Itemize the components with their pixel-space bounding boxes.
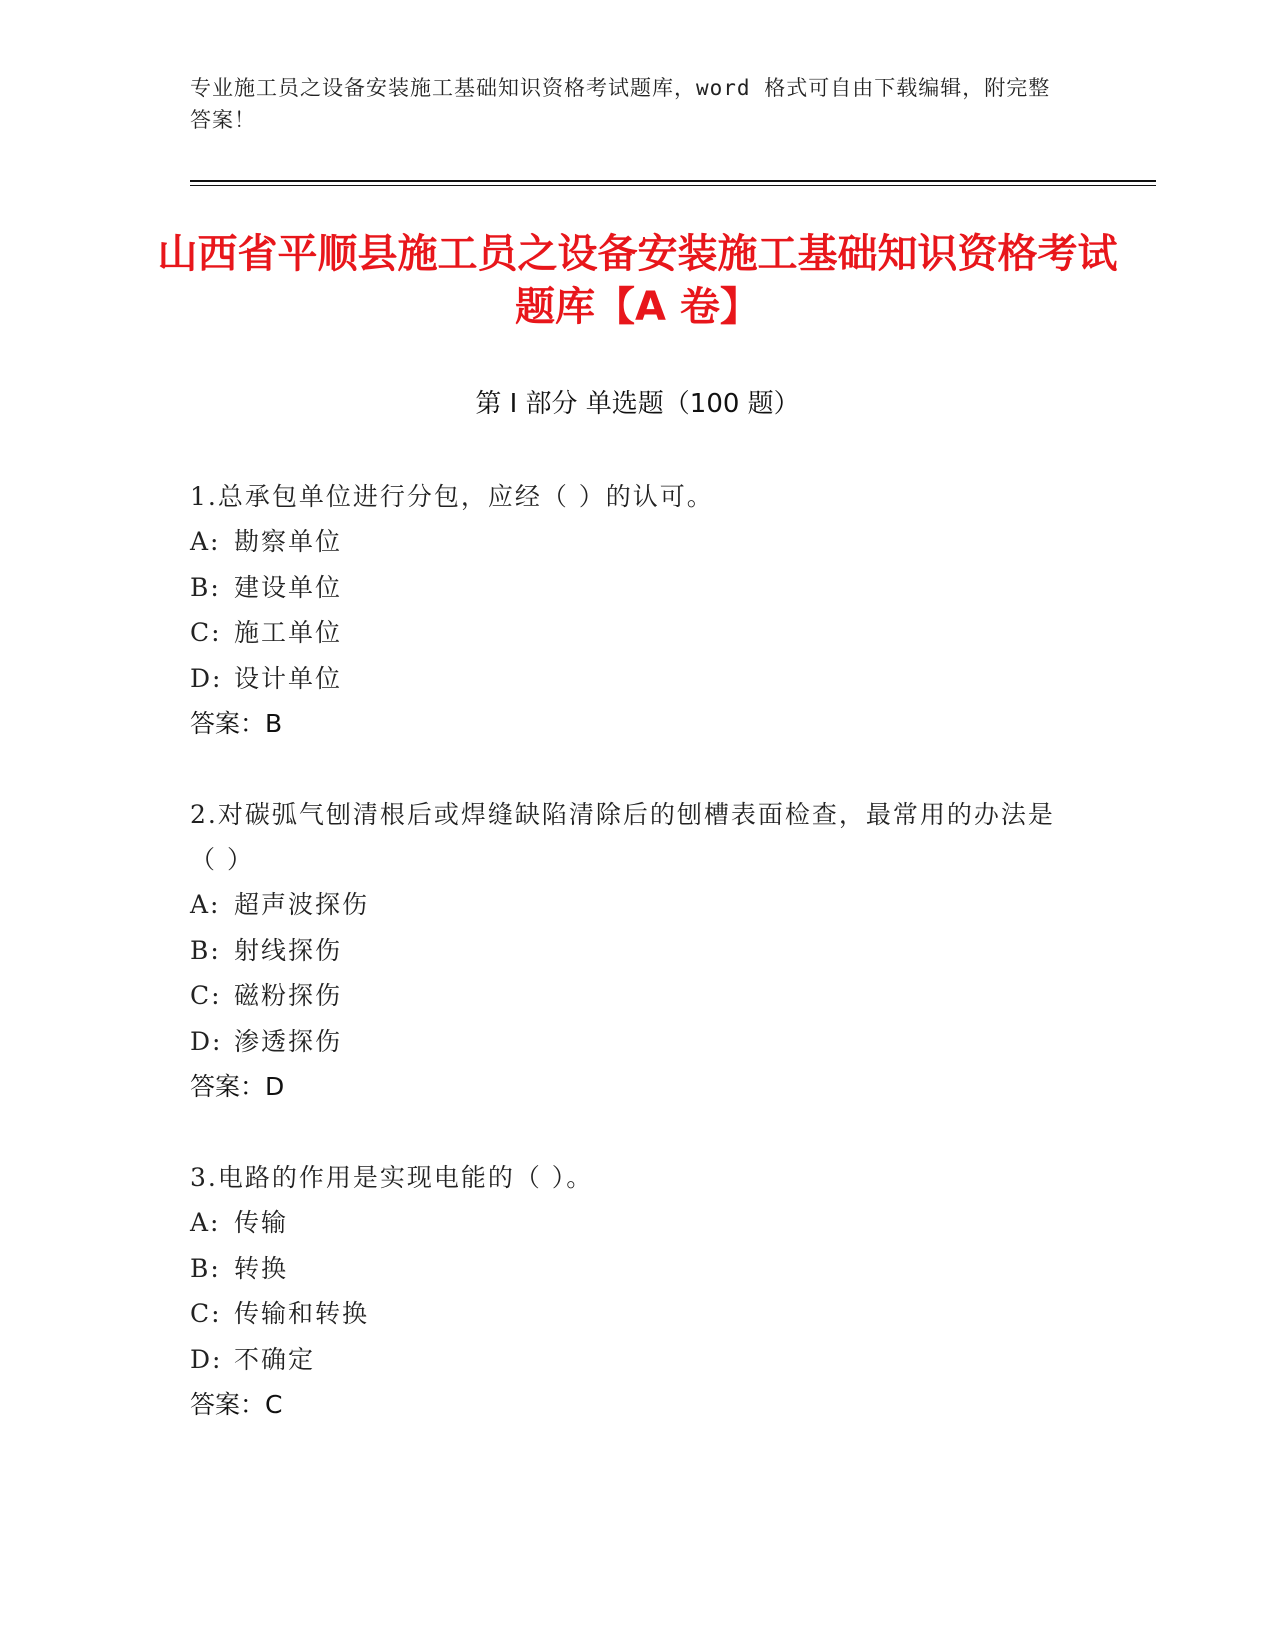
option-c [190, 610, 1070, 656]
header-rule-thin [190, 185, 1156, 186]
document-title: 山西省平顺县施工员之设备安装施工基础知识资格考试题库【A 卷】 [157, 231, 1118, 330]
option-text: 转换 [234, 1253, 289, 1283]
option-text: 传输 [234, 1208, 289, 1237]
option-c [190, 973, 1070, 1019]
question-text: 3.电路的作用是实现电能的（ ）。 [190, 1163, 594, 1192]
option-text: 磁粉探伤 [234, 981, 343, 1010]
option-text: 建设单位 [234, 572, 343, 602]
option-key: C: [190, 981, 222, 1010]
option-text: 施工单位 [234, 618, 343, 647]
option-text: 超声波探伤 [234, 890, 370, 919]
question-text: 2.对碳弧气刨清根后或焊缝缺陷清除后的刨槽表面检查，最常用的办法是（ ） [190, 800, 1055, 874]
option-key: A: [190, 1208, 221, 1237]
question-2 [190, 792, 1070, 1110]
option-a [190, 1200, 1070, 1246]
option-a [190, 882, 1070, 928]
option-key: A: [190, 527, 221, 556]
option-text: 传输和转换 [234, 1299, 370, 1328]
option-c [190, 1291, 1070, 1337]
section-title: 第 I 部分 单选题（100 题） [475, 389, 800, 419]
option-key: D: [190, 1026, 223, 1056]
option-key: C: [190, 618, 222, 647]
header-rule-thick [190, 180, 1156, 182]
answer: 答案：C [190, 1390, 283, 1419]
option-key: B: [190, 572, 221, 602]
question-3 [190, 1155, 1070, 1428]
option-text: 勘察单位 [234, 527, 343, 556]
option-key: B: [190, 935, 221, 965]
option-text: 射线探伤 [234, 935, 343, 965]
answer: 答案：B [190, 709, 283, 738]
option-text: 设计单位 [234, 663, 343, 693]
option-d [190, 1337, 1070, 1383]
option-key: D: [190, 1344, 223, 1374]
option-key: C: [190, 1299, 222, 1328]
option-d [190, 656, 1070, 702]
option-b [190, 928, 1070, 974]
question-text: 1.总承包单位进行分包，应经（ ）的认可。 [190, 482, 714, 511]
header-note: 专业施工员之设备安装施工基础知识资格考试题库，word 格式可自由下载编辑，附完整答案！ [190, 76, 1051, 132]
option-key: A: [190, 890, 221, 919]
option-b [190, 1246, 1070, 1292]
question-1 [190, 474, 1070, 747]
option-b [190, 565, 1070, 611]
option-a [190, 519, 1070, 565]
option-text: 渗透探伤 [234, 1026, 343, 1056]
answer: 答案：D [190, 1072, 285, 1101]
option-text: 不确定 [234, 1344, 316, 1374]
option-key: B: [190, 1253, 221, 1283]
option-key: D: [190, 663, 223, 693]
option-d [190, 1019, 1070, 1065]
